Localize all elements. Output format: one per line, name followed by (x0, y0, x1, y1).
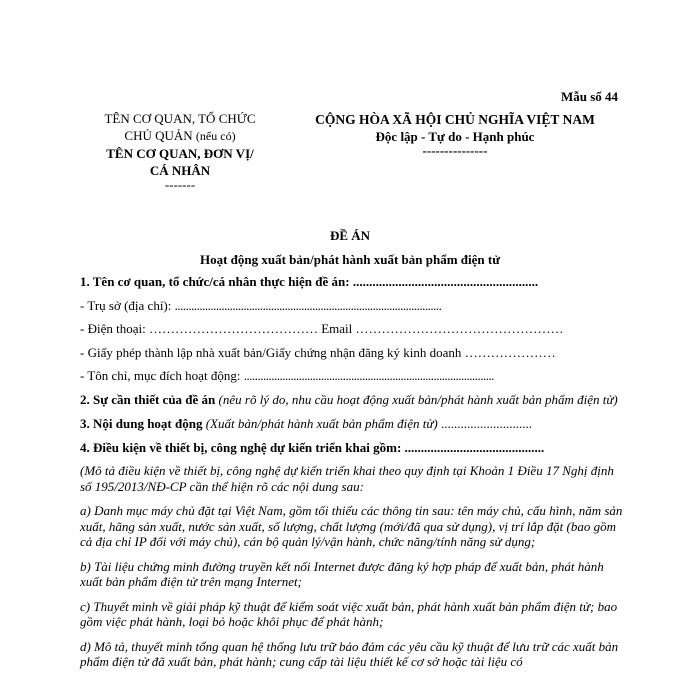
principle-dots: ........................................................................................... (243, 368, 494, 383)
address-label: - Trụ sở (địa chỉ): (80, 297, 175, 313)
address-dots: ................................................................................................. (174, 297, 442, 313)
section-4-dots: ........................................... (404, 439, 545, 455)
national-divider: --------------- (422, 143, 488, 158)
national-header (290, 111, 620, 156)
section-3 (80, 416, 625, 432)
phone-label: - Điện thoại: (80, 321, 149, 336)
email-dots: ………………………………………… (355, 321, 564, 336)
address-line (80, 298, 625, 314)
document-subtitle: Hoạt động xuất bản/phát hành xuất bản phẩm điện tử (199, 252, 501, 267)
agency-divider: ------- (164, 177, 196, 192)
section-4-intro: (Mô tả điều kiện về thiết bị, công nghệ dự kiến triển khai theo quy định tại Khoản 1 Điều 17 Nghị định số 195/2013/NĐ-CP cần thể hiện rõ các nội dung sau: (80, 463, 614, 494)
section-3-title: 3. Nội dung hoạt động (80, 416, 203, 431)
license-dots: ………………… (464, 344, 556, 360)
agency-line-4: CÁ NHÂN (149, 163, 211, 178)
section-3-note: (Xuất bản/phát hành xuất bản phẩm điện tử) (202, 416, 438, 431)
email-label: Email (317, 321, 356, 336)
section-1 (80, 274, 625, 290)
item-a: a) Danh mục máy chủ đặt tại Việt Nam, gồm tối thiểu các thông tin sau: tên máy chủ, cấu hình, năm sản xuất, hãng sản xuất, nước sản xuất, số lượng, chất lượng (mới/đã qua sử dụng), vị trí lắp đặt (bao gồm cả địa chỉ IP đối với máy chủ), cán bộ quản lý/vận hành, chức năng/tính năng sử dụng; (80, 503, 623, 549)
section-2-note: (nêu rõ lý do, nhu cầu hoạt động xuất bản/phát hành xuất bản phẩm điện tử) (215, 391, 618, 407)
license-line (80, 345, 625, 361)
section-1-dots: ......................................................... (352, 274, 539, 289)
agency-line-3: TÊN CƠ QUAN, ĐƠN VỊ/ (106, 146, 254, 161)
document-title: ĐỀ ÁN (329, 228, 371, 243)
national-motto: Độc lập - Tự do - Hạnh phúc (375, 129, 535, 144)
agency-header (80, 110, 280, 190)
section-4 (80, 440, 625, 456)
form-number: Mẫu số 44 (560, 89, 618, 104)
section-2-title: 2. Sự cần thiết của đề án (80, 391, 216, 407)
phone-dots: ………………………………… (148, 321, 318, 336)
section-2 (80, 392, 625, 408)
principle-line (80, 368, 625, 384)
agency-line-1: TÊN CƠ QUAN, TỔ CHỨC (104, 111, 256, 126)
section-4-title: 4. Điều kiện về thiết bị, công nghệ dự kiến triển khai gồm: (80, 439, 405, 455)
document-body (80, 274, 625, 679)
agency-line-2 (80, 127, 280, 145)
agency-parent-note: (nếu có) (195, 129, 236, 143)
item-c: c) Thuyết minh về giải pháp kỹ thuật để kiểm soát việc xuất bản, phát hành xuất bản phẩm điện tử; bao gồm việc phát hành, loại bỏ hoặc khôi phục để phát hành; (80, 598, 618, 629)
national-title: CỘNG HÒA XÃ HỘI CHỦ NGHĨA VIỆT NAM (315, 112, 595, 127)
phone-email-line (80, 321, 625, 337)
item-b: b) Tài liệu chứng minh đường truyền kết nối Internet được đăng ký hợp pháp để xuất bản, phát hành xuất bản phẩm điện tử trên mạng Internet; (80, 558, 604, 589)
principle-label: - Tôn chỉ, mục đích hoạt động: (80, 368, 244, 383)
document-title-block (80, 226, 620, 268)
section-1-title: 1. Tên cơ quan, tổ chức/cá nhân thực hiện đề án: (80, 274, 353, 289)
license-label: - Giấy phép thành lập nhà xuất bản/Giấy chứng nhận đăng ký kinh doanh (80, 344, 465, 360)
item-d: d) Mô tả, thuyết minh tổng quan hệ thống lưu trữ bảo đảm các yêu cầu kỹ thuật để lưu trữ các xuất bản phẩm điện tử đã xuất bản, phát hành; cung cấp tài liệu thiết kế cơ sở hoặc tài liệu có (80, 638, 619, 669)
section-3-dots: ............................ (437, 416, 533, 431)
agency-parent: CHỦ QUẢN (124, 128, 193, 143)
